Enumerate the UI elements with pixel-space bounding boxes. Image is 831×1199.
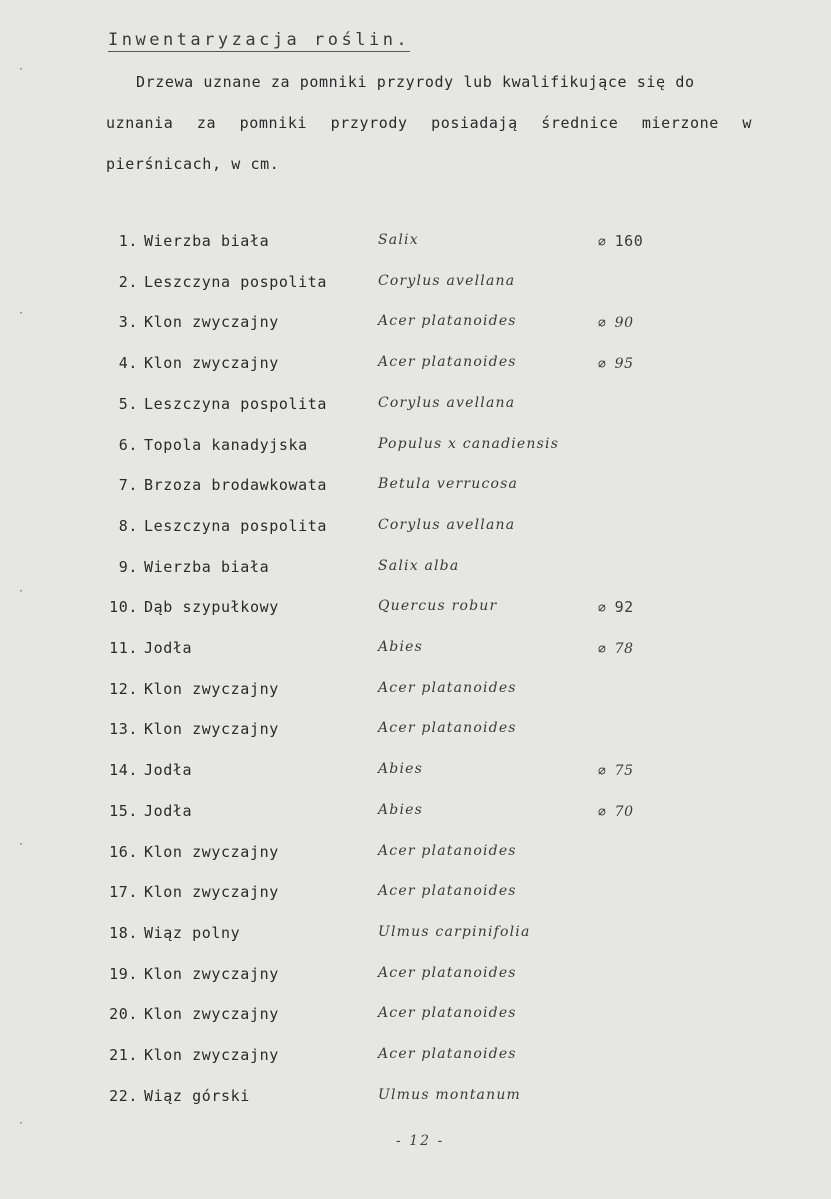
- tree-polish-name: Klon zwyczajny: [144, 843, 279, 861]
- tree-latin-name: Quercus robur: [378, 598, 498, 614]
- list-item: [0, 395, 831, 417]
- diameter-symbol: ⌀: [598, 764, 615, 779]
- tree-diameter: [598, 639, 633, 657]
- document-title: Inwentaryzacja roślin.: [108, 30, 411, 50]
- diameter-value: 95: [614, 356, 634, 372]
- tree-latin-name: Acer platanoides: [378, 720, 517, 736]
- list-item: [0, 598, 831, 620]
- list-item: [0, 680, 831, 702]
- tree-number: 8.: [118, 517, 138, 535]
- tree-latin-name: Abies: [378, 761, 424, 777]
- tree-polish-name: Klon zwyczajny: [144, 313, 279, 331]
- tree-polish-name: Leszczyna pospolita: [144, 395, 327, 413]
- tree-latin-name: Corylus avellana: [378, 395, 516, 411]
- tree-number: 4.: [118, 354, 138, 372]
- list-item: [0, 924, 831, 946]
- tree-number: 5.: [118, 395, 138, 413]
- tree-latin-name: Populus x canadiensis: [378, 436, 560, 452]
- diameter-symbol: ⌀: [598, 235, 615, 250]
- tree-polish-name: Klon zwyczajny: [144, 1046, 279, 1064]
- tree-polish-name: Jodła: [144, 802, 193, 820]
- binding-hole-mark: ·: [18, 586, 25, 597]
- tree-diameter: [598, 313, 633, 331]
- diameter-symbol: ⌀: [598, 601, 615, 616]
- tree-latin-name: Abies: [378, 639, 424, 655]
- tree-polish-name: Wiąz górski: [144, 1087, 250, 1105]
- tree-latin-name: Corylus avellana: [378, 273, 516, 289]
- tree-number: 17.: [109, 883, 138, 901]
- list-item: [0, 639, 831, 661]
- tree-polish-name: Klon zwyczajny: [144, 883, 279, 901]
- tree-number: 11.: [109, 639, 138, 657]
- intro-line-3: pierśnicach, w cm.: [106, 155, 280, 173]
- tree-polish-name: Topola kanadyjska: [144, 436, 308, 454]
- tree-latin-name: Salix: [378, 232, 419, 248]
- list-item: [0, 476, 831, 498]
- list-item: [0, 1005, 831, 1027]
- tree-latin-name: Salix alba: [378, 558, 460, 574]
- tree-diameter: [598, 802, 633, 820]
- tree-latin-name: Acer platanoides: [378, 1046, 517, 1062]
- tree-number: 1.: [118, 232, 138, 250]
- tree-number: 7.: [118, 476, 138, 494]
- tree-polish-name: Klon zwyczajny: [144, 965, 279, 983]
- tree-number: 18.: [109, 924, 138, 942]
- diameter-value: 70: [614, 804, 634, 820]
- list-item: [0, 839, 831, 865]
- tree-diameter: [598, 761, 633, 779]
- tree-number: 2.: [118, 273, 138, 291]
- tree-number: 21.: [109, 1046, 138, 1064]
- tree-number: 3.: [118, 313, 138, 331]
- tree-number: 14.: [109, 761, 138, 779]
- list-item: [0, 354, 831, 376]
- tree-number: 19.: [109, 965, 138, 983]
- intro-line-1: Drzewa uznane za pomniki przyrody lub kwalifikujące się do: [136, 73, 695, 91]
- tree-polish-name: Wiąz polny: [144, 924, 241, 942]
- tree-latin-name: Acer platanoides: [378, 1005, 517, 1021]
- diameter-symbol: ⌀: [598, 805, 615, 820]
- binding-hole-mark: ·: [18, 308, 25, 319]
- diameter-value: 90: [614, 315, 634, 331]
- diameter-symbol: ⌀: [598, 642, 615, 657]
- list-item: [0, 1087, 831, 1109]
- tree-number: 9.: [118, 558, 138, 576]
- list-item: [0, 558, 831, 580]
- list-item: [0, 802, 831, 824]
- list-item: [0, 308, 831, 335]
- tree-polish-name: Brzoza brodawkowata: [144, 476, 327, 494]
- tree-latin-name: Corylus avellana: [378, 517, 516, 533]
- binding-hole-mark: ·: [18, 1118, 25, 1129]
- diameter-value: 160: [614, 232, 644, 250]
- list-item: [0, 436, 831, 458]
- tree-number: 16.: [109, 843, 138, 861]
- list-item: [0, 1046, 831, 1068]
- tree-diameter: [598, 354, 633, 372]
- binding-hole-mark: ·: [18, 64, 25, 75]
- tree-number: 13.: [109, 720, 138, 738]
- tree-number: 15.: [109, 802, 138, 820]
- tree-number: 22.: [109, 1087, 138, 1105]
- tree-polish-name: Wierzba biała: [144, 558, 270, 576]
- tree-number: 6.: [118, 436, 138, 454]
- tree-polish-name: Klon zwyczajny: [144, 1005, 279, 1023]
- tree-polish-name: Leszczyna pospolita: [144, 517, 327, 535]
- tree-polish-name: Klon zwyczajny: [144, 720, 279, 738]
- list-item: [0, 273, 831, 295]
- tree-number: 10.: [109, 598, 138, 616]
- tree-polish-name: Dąb szypułkowy: [144, 598, 279, 616]
- tree-latin-name: Acer platanoides: [378, 843, 517, 859]
- tree-latin-name: Acer platanoides: [378, 354, 517, 370]
- diameter-value: 92: [614, 598, 634, 616]
- list-item: [0, 517, 831, 539]
- list-item: [0, 883, 831, 905]
- tree-latin-name: Acer platanoides: [378, 883, 517, 899]
- list-item: [0, 232, 831, 254]
- list-item: [0, 965, 831, 987]
- tree-number: 12.: [109, 680, 138, 698]
- tree-polish-name: Jodła: [144, 639, 193, 657]
- tree-diameter: [598, 232, 643, 250]
- list-item: [0, 761, 831, 783]
- tree-polish-name: Leszczyna pospolita: [144, 273, 327, 291]
- tree-polish-name: Wierzba biała: [144, 232, 270, 250]
- page-number: - 12 -: [396, 1133, 445, 1149]
- list-item: [0, 720, 831, 742]
- tree-polish-name: Klon zwyczajny: [144, 354, 279, 372]
- tree-polish-name: Jodła: [144, 761, 193, 779]
- diameter-value: 78: [614, 641, 634, 657]
- tree-latin-name: Abies: [378, 802, 424, 818]
- binding-hole-mark: ·: [18, 839, 25, 850]
- tree-latin-name: Ulmus carpinifolia: [378, 924, 531, 940]
- tree-latin-name: Acer platanoides: [378, 680, 517, 696]
- diameter-value: 75: [614, 763, 634, 779]
- tree-latin-name: Betula verrucosa: [378, 476, 519, 492]
- tree-latin-name: Acer platanoides: [378, 965, 517, 981]
- tree-latin-name: Acer platanoides: [378, 313, 517, 329]
- diameter-symbol: ⌀: [598, 357, 615, 372]
- tree-number: 20.: [109, 1005, 138, 1023]
- diameter-symbol: ⌀: [598, 316, 615, 331]
- tree-diameter: [598, 598, 634, 616]
- intro-line-2: uznania za pomniki przyrody posiadają średnice mierzone w: [106, 114, 752, 132]
- tree-latin-name: Ulmus montanum: [378, 1087, 522, 1103]
- tree-polish-name: Klon zwyczajny: [144, 680, 279, 698]
